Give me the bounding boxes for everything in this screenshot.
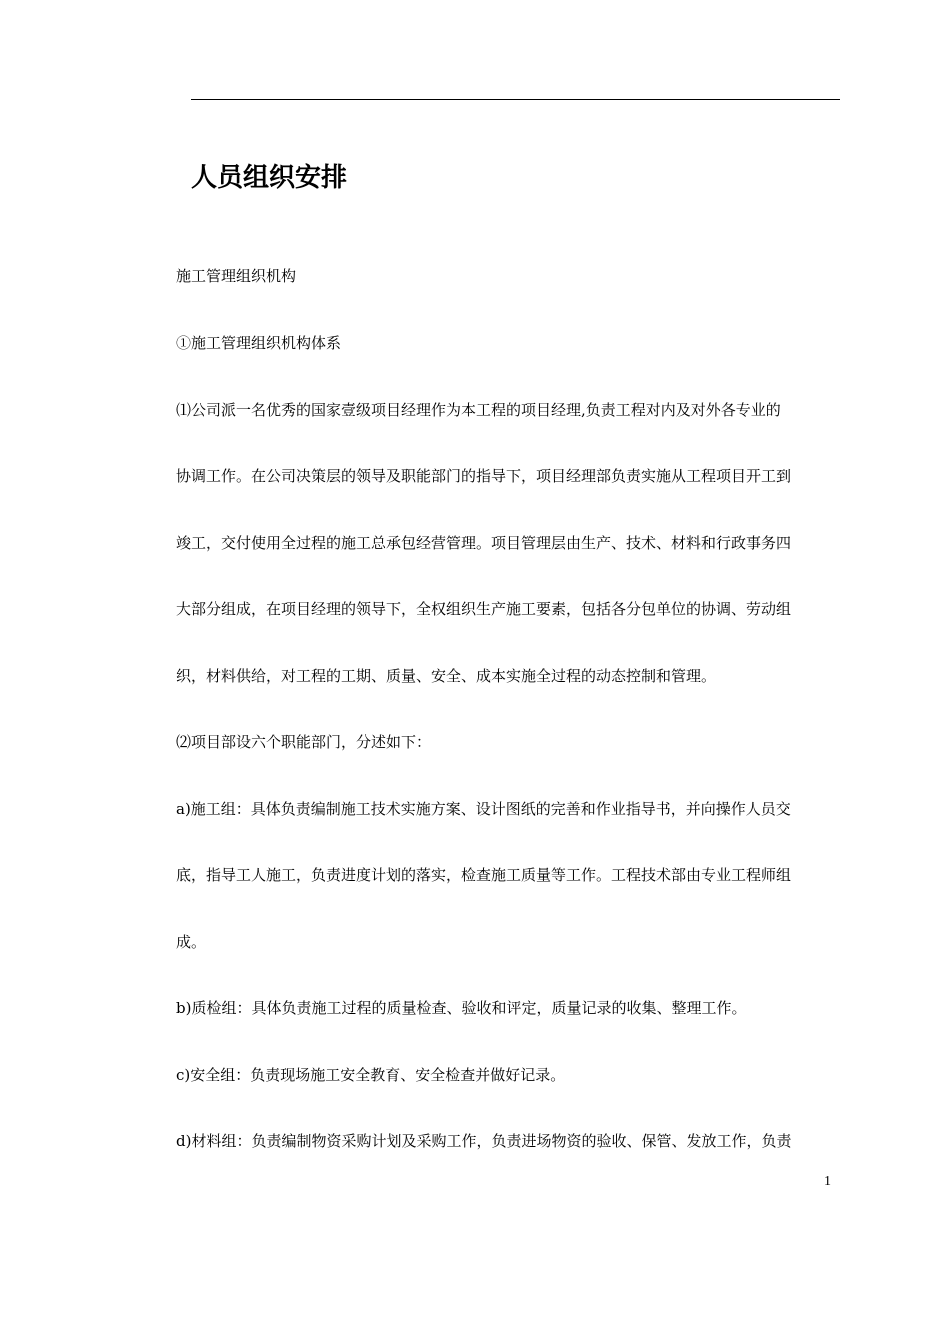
body-text-line: 底，指导工人施工，负责进度计划的落实，检查施工质量等工作。工程技术部由专业工程师组 bbox=[176, 866, 792, 884]
body-text-line: c)安全组：负责现场施工安全教育、安全检查并做好记录。 bbox=[176, 1066, 566, 1084]
body-text-line: d)材料组：负责编制物资采购计划及采购工作，负责进场物资的验收、保管、发放工作，负责 bbox=[176, 1132, 792, 1150]
section-heading: 施工管理组织机构 bbox=[176, 267, 297, 285]
body-text-line: a)施工组：具体负责编制施工技术实施方案、设计图纸的完善和作业指导书，并向操作人员交 bbox=[176, 800, 791, 818]
body-text-line: ⑵项目部设六个职能部门，分述如下： bbox=[176, 733, 432, 751]
page-title: 人员组织安排 bbox=[191, 163, 348, 193]
body-text-line: 协调工作。在公司决策层的领导及职能部门的指导下，项目经理部负责实施从工程项目开工到 bbox=[176, 467, 792, 485]
body-text-line: 大部分组成，在项目经理的领导下，全权组织生产施工要素，包括各分包单位的协调、劳动组 bbox=[176, 600, 792, 618]
page-number: 1 bbox=[824, 1174, 831, 1189]
body-text-line: b)质检组：具体负责施工过程的质量检查、验收和评定，质量记录的收集、整理工作。 bbox=[176, 999, 747, 1017]
body-text-line: ⑴公司派一名优秀的国家壹级项目经理作为本工程的项目经理,负责工程对内及对外各专业的 bbox=[176, 401, 781, 419]
header-rule bbox=[191, 99, 840, 100]
body-text-line: 成。 bbox=[176, 933, 207, 951]
subsection-heading: ①施工管理组织机构体系 bbox=[176, 334, 342, 352]
body-text-line: 竣工，交付使用全过程的施工总承包经营管理。项目管理层由生产、技术、材料和行政事务四 bbox=[176, 534, 792, 552]
body-text-line: 织，材料供给，对工程的工期、质量、安全、成本实施全过程的动态控制和管理。 bbox=[176, 667, 717, 685]
